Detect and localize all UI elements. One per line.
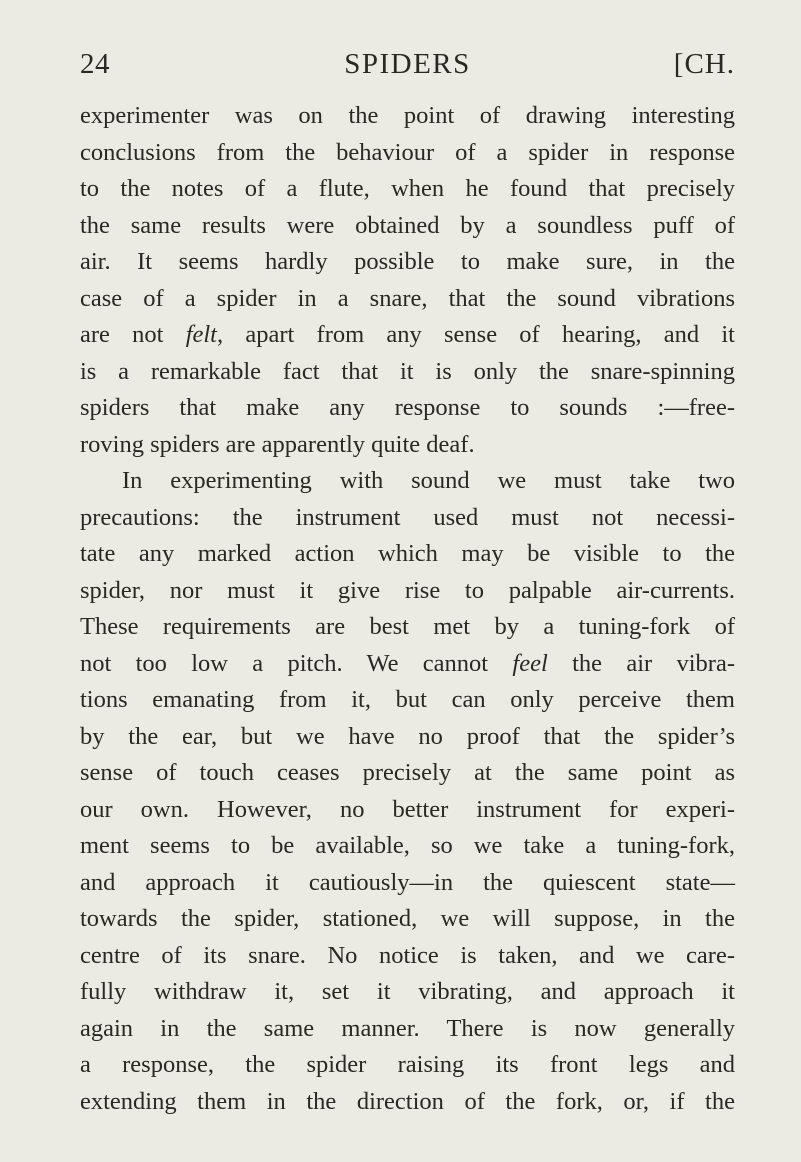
- text-segment: not too low a pitch. We cannot: [80, 649, 513, 677]
- text-line: to the notes of a flute, when he found that precisely: [80, 175, 735, 202]
- text-line: centre of its snare. No notice is taken, and we care-: [80, 941, 735, 969]
- text-line: extending them in the direction of the fork, or, if the: [80, 1087, 735, 1115]
- text-line: These requirements are best met by a tuning-fork of: [80, 613, 735, 640]
- text-line: spider, nor must it give rise to palpable air-currents.: [80, 576, 735, 604]
- body-text: [80, 98, 735, 1120]
- text-line: sense of touch ceases precisely at the same point as: [80, 759, 735, 786]
- text-line: In experimenting with sound we must take two: [122, 467, 735, 494]
- text-segment: the air vibra-: [547, 649, 735, 677]
- text-line: a response, the spider raising its front legs and: [80, 1051, 735, 1078]
- text-line: air. It seems hardly possible to make sure, in the: [80, 248, 735, 275]
- chapter-marker: [CH.: [673, 48, 735, 80]
- text-segment: , apart from any sense of hearing, and it: [216, 321, 735, 348]
- text-line: conclusions from the behaviour of a spider in response: [80, 138, 735, 166]
- text-line: our own. However, no better instrument for experi-: [80, 795, 735, 823]
- text-line: again in the same manner. There is now generally: [80, 1014, 735, 1042]
- text-line: case of a spider in a snare, that the sound vibrations: [80, 284, 735, 312]
- text-line: towards the spider, stationed, we will suppose, in the: [80, 905, 735, 932]
- text-line: experimenter was on the point of drawing interesting: [80, 102, 735, 129]
- text-line: roving spiders are apparently quite deaf.: [80, 430, 475, 458]
- page-number: 24: [80, 48, 110, 80]
- text-line: spiders that make any response to sounds :—free-: [80, 394, 735, 421]
- italic-word: feel: [512, 649, 548, 677]
- text-line: [80, 646, 735, 683]
- text-line: the same results were obtained by a soundless puff of: [80, 211, 735, 239]
- text-line: ment seems to be available, so we take a tuning-fork,: [80, 832, 735, 859]
- text-segment: are not: [80, 321, 186, 348]
- text-line: precautions: the instrument used must not necessi-: [80, 503, 735, 531]
- text-line: by the ear, but we have no proof that the spider’s: [80, 722, 735, 750]
- text-line: tate any marked action which may be visible to the: [80, 540, 735, 567]
- italic-word: felt: [185, 321, 217, 348]
- running-title: SPIDERS: [344, 48, 471, 80]
- text-line: and approach it cautiously—in the quiescent state—: [80, 868, 735, 896]
- text-line: [80, 317, 735, 354]
- text-line: tions emanating from it, but can only perceive them: [80, 686, 735, 713]
- running-head: [80, 44, 735, 84]
- text-line: is a remarkable fact that it is only the snare-spinning: [80, 357, 735, 385]
- text-line: fully withdraw it, set it vibrating, and approach it: [80, 978, 735, 1005]
